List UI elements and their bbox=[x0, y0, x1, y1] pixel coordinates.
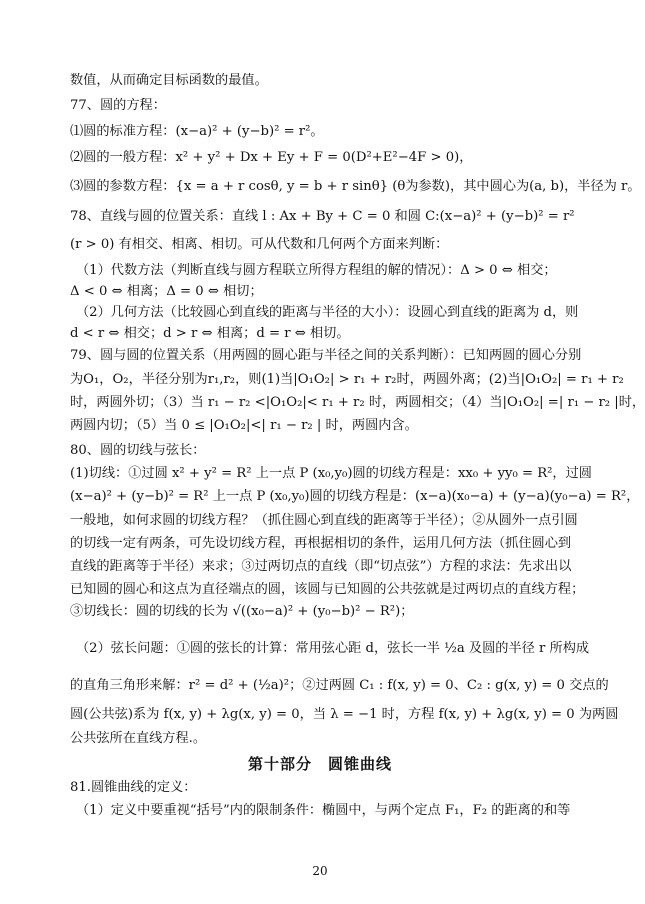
page-number: 20 bbox=[312, 864, 328, 878]
text-line: 一般地，如何求圆的切线方程？（抓住圆心到直线的距离等于半径）；②从圆外一点引圆 bbox=[70, 513, 578, 528]
text-line: 数值，从而确定目标函数的最值。 bbox=[70, 73, 268, 88]
text-line: ⑵圆的一般方程：x² + y² + Dx + Ey + F = 0(D²+E²−4F > 0)， bbox=[70, 150, 473, 165]
text-line: 的直角三角形来解：r² = d² + (½a)²；②过两圆 C₁ : f(x, y) = 0、C₂ : g(x, y) = 0 交点的 bbox=[70, 678, 609, 693]
text-line: (1)切线：①过圆 x² + y² = R² 上一点 P (x₀,y₀)圆的切线方程是：xx₀ + yy₀ = R²，过圆 bbox=[70, 466, 592, 481]
text-line: d < r ⇔ 相交；d > r ⇔ 相离；d = r ⇔ 相切。 bbox=[70, 326, 350, 341]
text-line: 两圆内切；（5）当 0 ≤ |O₁O₂|<| r₁ − r₂ | 时，两圆内含。 bbox=[70, 418, 418, 433]
text-line: 时，两圆外切；（3）当 r₁ − r₂ <|O₁O₂|< r₁ + r₂ 时，两圆相交；（4）当|O₁O₂| =| r₁ − r₂ |时， bbox=[70, 395, 645, 410]
text-line: 80、圆的切线与弦长： bbox=[70, 443, 206, 458]
text-line: 已知圆的圆心和这点为直径端点的圆，该圆与已知圆的公共弦就是过两切点的直线方程； bbox=[70, 582, 585, 597]
text-line: 圆(公共弦)系为 f(x, y) + λg(x, y) = 0，当 λ = −1 时，方程 f(x, y) + λg(x, y) = 0 为两圆 bbox=[70, 707, 619, 722]
text-line: 直线的距离等于半径）来求；③过两切点的直线（即“切点弦”）方程的求法：先求出以 bbox=[70, 559, 572, 574]
text-line: 的切线一定有两条，可先设切线方程，再根据相切的条件，运用几何方法（抓住圆心到 bbox=[70, 536, 572, 551]
text-line: ③切线长：圆的切线的长为 √((x₀−a)² + (y₀−b)² − R²)； bbox=[70, 604, 414, 619]
text-line: （1）代数方法（判断直线与圆方程联立所得方程组的解的情况）：Δ > 0 ⇔ 相交； bbox=[76, 263, 557, 278]
text-line: (x−a)² + (y−b)² = R² 上一点 P (x₀,y₀)圆的切线方程是：(x−a)(x₀−a) + (y−a)(y₀−a) = R²， bbox=[70, 489, 640, 504]
text-line: Δ < 0 ⇔ 相离；Δ = 0 ⇔ 相切； bbox=[70, 284, 263, 299]
text-line: 77、圆的方程： bbox=[70, 98, 166, 113]
text-line: 公共弦所在直线方程.。 bbox=[70, 731, 207, 746]
text-line: (r > 0) 有相交、相离、相切。可从代数和几何两个方面来判断： bbox=[70, 237, 449, 252]
text-line: 78、直线与圆的位置关系：直线 l : Ax + By + C = 0 和圆 C:(x−a)² + (y−b)² = r² bbox=[70, 209, 575, 224]
text-line: （1）定义中要重视“括号”内的限制条件：椭圆中，与两个定点 F₁，F₂ 的距离的和等 bbox=[76, 803, 571, 818]
text-line: 79、圆与圆的位置关系（用两圆的圆心距与半径之间的关系判断）：已知两圆的圆心分别 bbox=[70, 348, 582, 363]
text-line: 为O₁，O₂，半径分别为r₁,r₂，则(1)当|O₁O₂| > r₁ + r₂时，两圆外离；(2)当|O₁O₂| = r₁ + r₂ bbox=[70, 372, 624, 387]
text-line: （2）弦长问题：①圆的弦长的计算：常用弦心距 d，弦长一半 ½a 及圆的半径 r 所构成 bbox=[76, 641, 590, 656]
section-title: 第十部分 圆锥曲线 bbox=[247, 755, 392, 773]
text-line: ⑴圆的标准方程：(x−a)² + (y−b)² = r²。 bbox=[70, 124, 324, 139]
text-line: （2）几何方法（比较圆心到直线的距离与半径的大小）：设圆心到直线的距离为 d，则 bbox=[76, 305, 579, 320]
text-line: 81.圆锥曲线的定义： bbox=[70, 780, 197, 795]
text-line: ⑶圆的参数方程：{x = a + r cosθ, y = b + r sinθ} (θ为参数)，其中圆心为(a, b)，半径为 r。 bbox=[70, 179, 641, 194]
